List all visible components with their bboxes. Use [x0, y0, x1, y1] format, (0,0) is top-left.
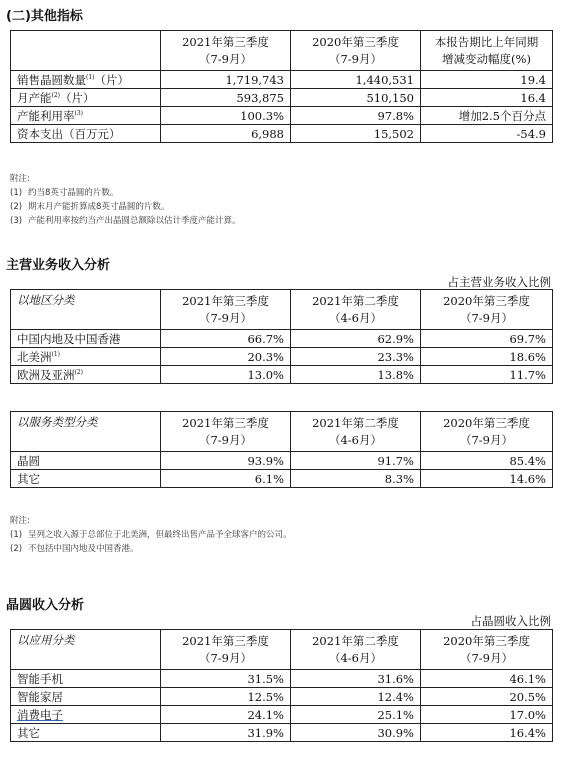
- section-heading-wafer-revenue: 晶圆收入分析: [6, 598, 85, 613]
- header-2021q2: 2021年第二季度 （4-6月）: [291, 290, 421, 330]
- row-label: 资本支出（百万元）: [11, 125, 161, 143]
- cell: 31.6%: [291, 670, 421, 688]
- cell: 30.9%: [291, 724, 421, 742]
- header-2021q3: 2021年第三季度 （7-9月）: [161, 630, 291, 670]
- cell: 增加2.5个百分点: [421, 107, 553, 125]
- table-row: [11, 724, 553, 742]
- cell: 16.4%: [421, 724, 553, 742]
- notes-title: 附注:: [10, 516, 30, 526]
- cell: 23.3%: [291, 348, 421, 366]
- cell: 13.8%: [291, 366, 421, 384]
- notes-title: 附注:: [10, 174, 30, 184]
- row-label: 中国内地及中国香港: [11, 330, 161, 348]
- row-label: 其它: [11, 724, 161, 742]
- row-label: 智能手机: [11, 670, 161, 688]
- cell: 20.3%: [161, 348, 291, 366]
- note-item: (2) 不包括中国内地及中国香港。: [10, 544, 139, 554]
- header-by-service: 以服务类型分类: [11, 412, 161, 452]
- header-2020q3: 2020年第三季度 （7-9月）: [421, 290, 553, 330]
- cell: 93.9%: [161, 452, 291, 470]
- cell: 25.1%: [291, 706, 421, 724]
- table-row: [11, 452, 553, 470]
- cell: 18.6%: [421, 348, 553, 366]
- revenue-by-region-table: [10, 289, 553, 384]
- row-label: 月产能$^{(2)}$（片）: [11, 89, 161, 107]
- table-row: [11, 89, 553, 107]
- header-2021q3: 2021年第三季度 （7-9月）: [161, 290, 291, 330]
- cell: 66.7%: [161, 330, 291, 348]
- table-row: [11, 107, 553, 125]
- cell: 20.5%: [421, 688, 553, 706]
- cell: 17.0%: [421, 706, 553, 724]
- table-header-row: [11, 290, 553, 330]
- consumer-electronics-link[interactable]: 消费电子: [17, 707, 63, 722]
- row-label: 销售晶圆数量$^{(1)}$（片）: [11, 71, 161, 89]
- header-2021q2: 2021年第二季度 （4-6月）: [291, 412, 421, 452]
- cell: 13.0%: [161, 366, 291, 384]
- section-heading-main-revenue: 主营业务收入分析: [6, 258, 111, 273]
- header-2020q3: 2020年第三季度 （7-9月）: [421, 630, 553, 670]
- header-by-application: 以应用分类: [11, 630, 161, 670]
- header-2020q3: 2020年第三季度 （7-9月）: [291, 31, 421, 71]
- table-row: [11, 670, 553, 688]
- table-row: [11, 470, 553, 488]
- cell: 16.4: [421, 89, 553, 107]
- cell: 11.7%: [421, 366, 553, 384]
- table-header-row: [11, 412, 553, 452]
- cell: 69.7%: [421, 330, 553, 348]
- row-label: 产能利用率$^{(3)}$: [11, 107, 161, 125]
- cell: -54.9: [421, 125, 553, 143]
- header-2020q3: 2020年第三季度 （7-9月）: [421, 412, 553, 452]
- header-2021q3: 2021年第三季度 （7-9月）: [161, 412, 291, 452]
- cell: 15,502: [291, 125, 421, 143]
- table-row: [11, 348, 553, 366]
- section-heading-other-indicators: (二)其他指标: [6, 9, 83, 24]
- note-item: (1) 约当8英寸晶圆的片数。: [10, 188, 119, 198]
- table-row: [11, 706, 553, 724]
- cell: 100.3%: [161, 107, 291, 125]
- header-2021q2: 2021年第二季度 （4-6月）: [291, 630, 421, 670]
- header-by-region: 以地区分类: [11, 290, 161, 330]
- cell: 6,988: [161, 125, 291, 143]
- cell: 12.5%: [161, 688, 291, 706]
- table-row: [11, 125, 553, 143]
- row-label: 其它: [11, 470, 161, 488]
- cell: 510,150: [291, 89, 421, 107]
- cell: 46.1%: [421, 670, 553, 688]
- notes-section1: [10, 172, 241, 228]
- cell: 62.9%: [291, 330, 421, 348]
- row-label: [11, 706, 161, 724]
- header-change: 本报告期比上年同期 增减变动幅度(%): [421, 31, 553, 71]
- cell: 85.4%: [421, 452, 553, 470]
- note-item: (1) 呈列之收入源于总部位于北美洲，但最终出售产品予全球客户的公司。: [10, 530, 292, 540]
- note-item: (3) 产能利用率按约当产出晶圆总额除以估计季度产能计算。: [10, 216, 241, 226]
- cell: 8.3%: [291, 470, 421, 488]
- revenue-by-service-table: [10, 411, 553, 488]
- cell: 31.5%: [161, 670, 291, 688]
- cell: 31.9%: [161, 724, 291, 742]
- caption-main-revenue: 占主营业务收入比例: [447, 275, 551, 289]
- cell: 97.8%: [291, 107, 421, 125]
- cell: 14.6%: [421, 470, 553, 488]
- cell: 1,440,531: [291, 71, 421, 89]
- header-empty: [11, 31, 161, 71]
- other-indicators-table: [10, 30, 553, 143]
- cell: 19.4: [421, 71, 553, 89]
- table-row: [11, 330, 553, 348]
- caption-wafer-revenue: 占晶圆收入比例: [470, 614, 551, 628]
- cell: 24.1%: [161, 706, 291, 724]
- table-header-row: [11, 630, 553, 670]
- table-row: [11, 366, 553, 384]
- cell: 12.4%: [291, 688, 421, 706]
- table-row: [11, 688, 553, 706]
- table-row: [11, 71, 553, 89]
- row-label: 智能家居: [11, 688, 161, 706]
- cell: 1,719,743: [161, 71, 291, 89]
- note-item: (2) 期末月产能折算成8英寸晶圆的片数。: [10, 202, 170, 212]
- notes-section2: [10, 514, 292, 556]
- row-label: 晶圆: [11, 452, 161, 470]
- cell: 593,875: [161, 89, 291, 107]
- cell: 6.1%: [161, 470, 291, 488]
- table-header-row: [11, 31, 553, 71]
- row-label: 欧洲及亚洲$^{(2)}$: [11, 366, 161, 384]
- row-label: 北美洲$^{(1)}$: [11, 348, 161, 366]
- cell: 91.7%: [291, 452, 421, 470]
- wafer-revenue-by-application-table: [10, 629, 553, 742]
- header-2021q3: 2021年第三季度 （7-9月）: [161, 31, 291, 71]
